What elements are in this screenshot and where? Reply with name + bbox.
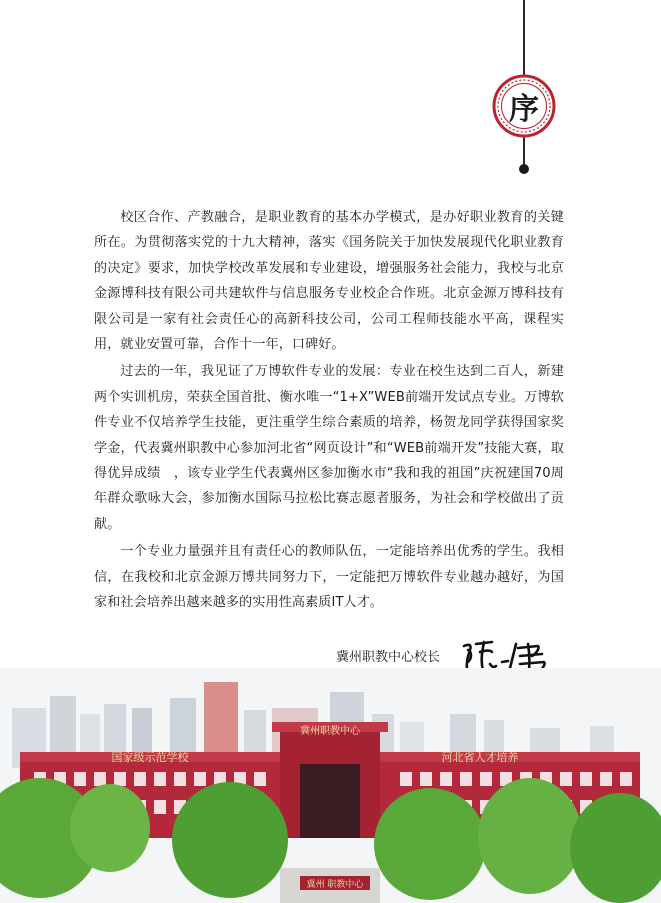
- banner-center-text: 冀州职教中心: [300, 726, 360, 737]
- banner-left-text: 国家级示范学校: [111, 751, 189, 764]
- ornament-dot: [519, 164, 529, 174]
- banner-right-text: 河北省人才培养: [441, 751, 519, 764]
- preface-body: [94, 205, 564, 618]
- page-title: 序: [509, 92, 539, 127]
- gate-sign-text: 冀州 职教中心: [306, 880, 364, 890]
- paragraph-2: 过去的一年，我见证了万博软件专业的发展：专业在校生达到二百人，新建两个实训机房，荣获全国首批、衡水唯一“1+X”WEB前端开发试点专业。万博软件专业不仅培养学生技能，更注重学生综合素质的培养，杨贺龙同学获得国家奖学金，代表冀州职教中心参加河北省“网页设计”和“WEB前端开发”技能大赛，取得优异成绩 ，该专业学生代表冀州区参加衡水市“我和我的祖国”庆祝建国70周年群众歌咏大会，参加衡水国际马拉松比赛志愿者服务，为社会和学校做出了贡献。: [94, 364, 564, 532]
- campus-photo: [0, 668, 661, 903]
- title-ornament: [0, 0, 661, 180]
- paragraph-3: 一个专业力量强并且有责任心的教师队伍，一定能培养出优秀的学生。我相信，在我校和北京金源万博共同努力下，一定能把万博软件专业越办越好，为国家和社会培养出越来越多的实用性高素质IT人才。: [94, 544, 564, 611]
- title-badge: [492, 74, 556, 138]
- paragraph-1: 校区合作、产教融合，是职业教育的基本办学模式，是办好职业教育的关键所在。为贯彻落实党的十九大精神，落实《国务院关于加快发展现代化职业教育的决定》要求，加快学校改革发展和专业建设，增强服务社会能力，我校与北京金源博科技有限公司共建软件与信息服务专业校企合作班。北京金源万博科技有限公司是一家有社会责任心的高新科技公司，公司工程师技能水平高，课程实用，就业安置可靠，合作十一年，口碑好。: [94, 210, 564, 353]
- signature-label: 冀州职教中心校长: [336, 650, 441, 665]
